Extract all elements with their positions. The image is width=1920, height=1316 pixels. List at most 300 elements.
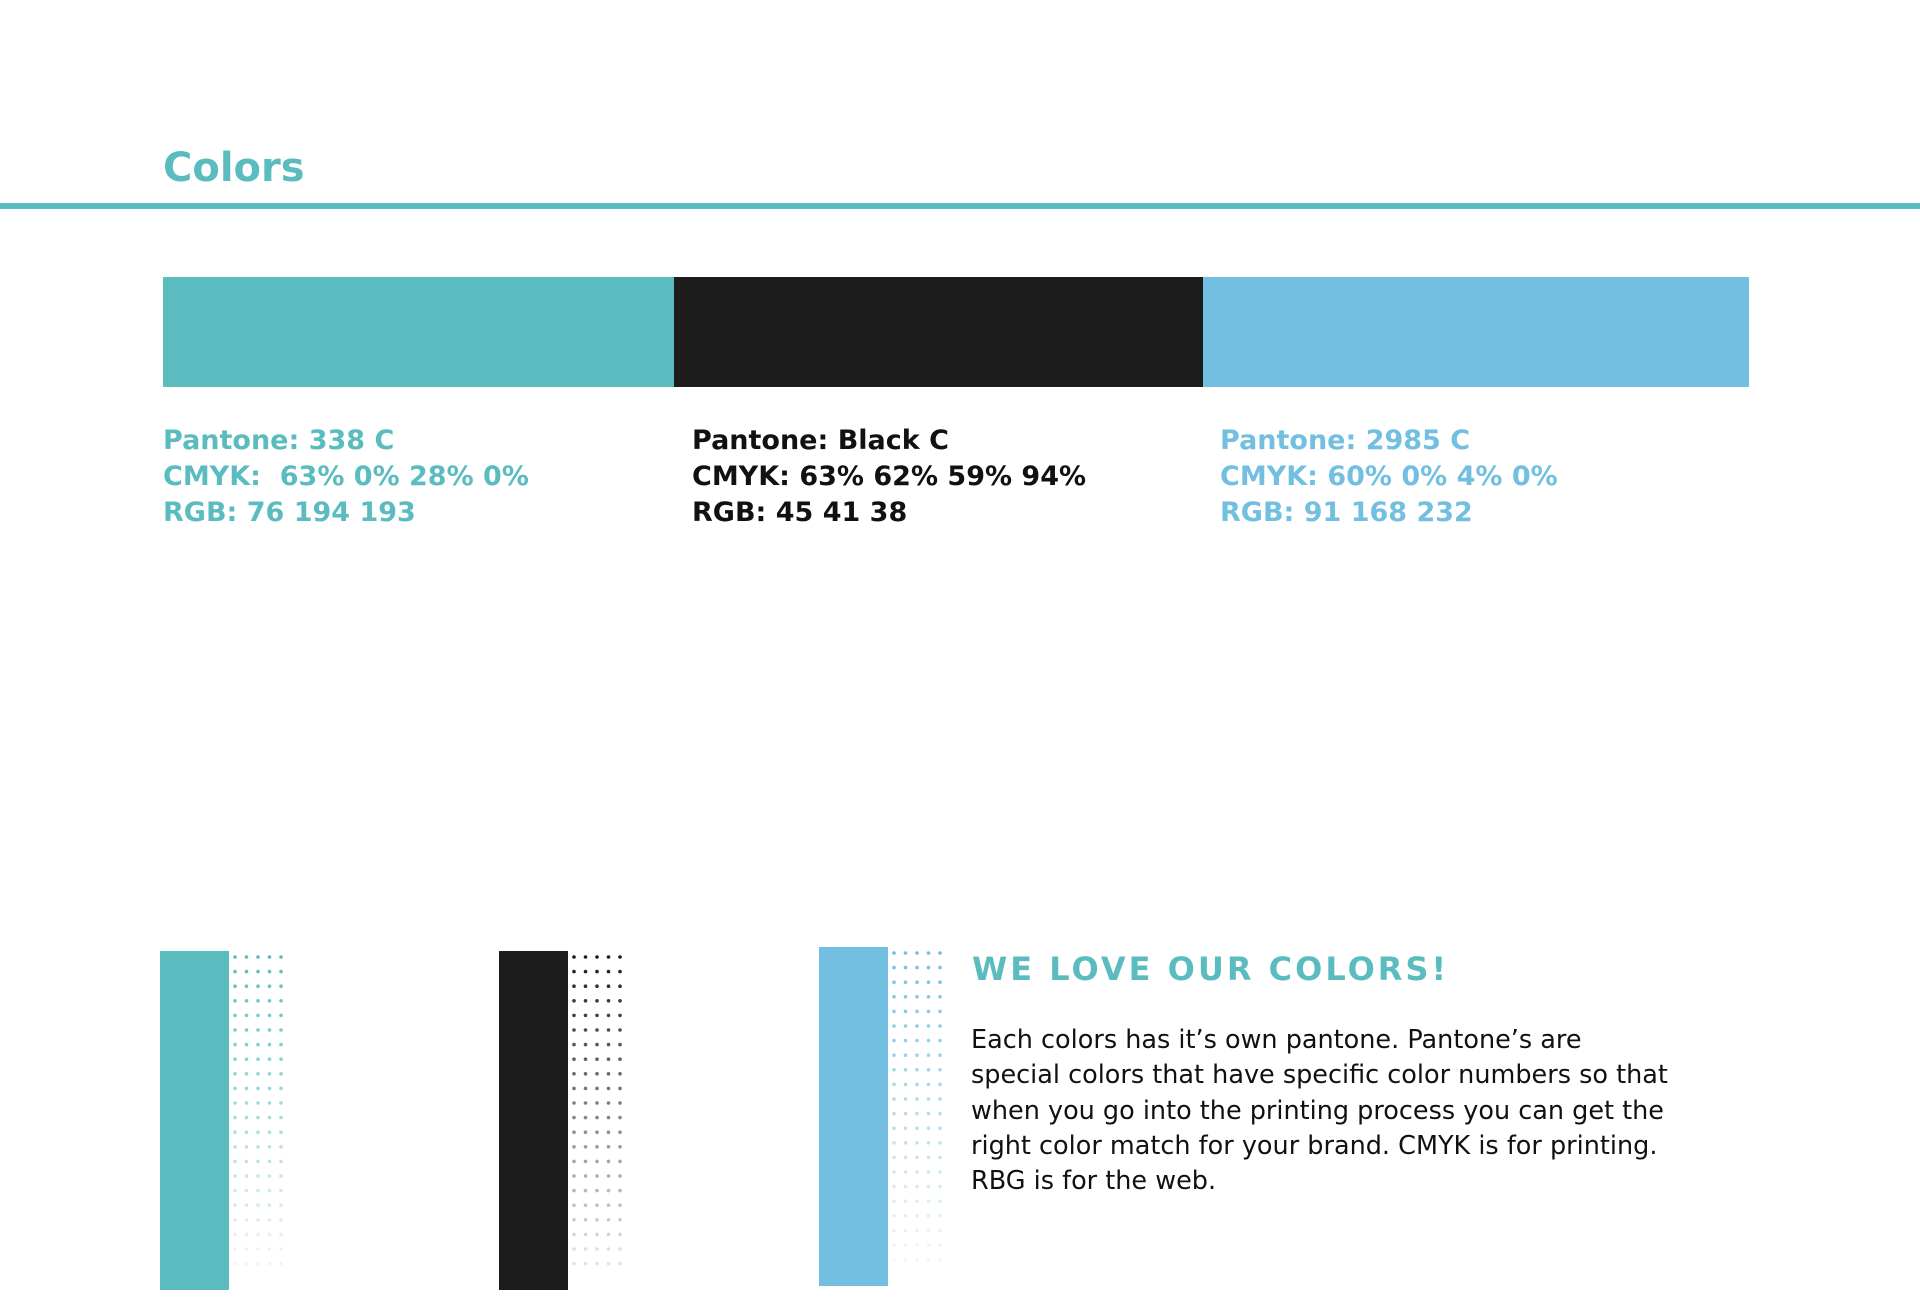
pattern-dot [245, 1057, 249, 1061]
accent-graphic-teal [160, 951, 285, 1290]
pattern-dot [892, 980, 896, 984]
pattern-dot [607, 1116, 611, 1120]
pattern-dot [268, 1130, 272, 1134]
pattern-dot [279, 1028, 283, 1032]
pattern-dot [938, 1068, 942, 1072]
pattern-dot [892, 1010, 896, 1014]
pattern-dot [268, 1145, 272, 1149]
pattern-dot [233, 1116, 237, 1120]
pattern-dot [233, 1174, 237, 1178]
page-title: Colors [163, 145, 305, 191]
pattern-dot [279, 1145, 283, 1149]
pattern-dot [607, 1043, 611, 1047]
pattern-dot [927, 1199, 931, 1203]
pattern-dot [892, 1199, 896, 1203]
pattern-dot [892, 1053, 896, 1057]
pattern-dot [915, 995, 919, 999]
pattern-dot [245, 1028, 249, 1032]
pattern-dot [915, 951, 919, 955]
rgb-value: RGB: 76 194 193 [163, 497, 416, 528]
pattern-dot [268, 1014, 272, 1018]
pattern-dot [892, 966, 896, 970]
pattern-dot [915, 1229, 919, 1233]
pattern-dot [256, 1014, 260, 1018]
pattern-dot [595, 955, 599, 959]
accent-graphic-black [499, 951, 624, 1290]
pattern-dot [915, 1141, 919, 1145]
pattern-dot [607, 1247, 611, 1251]
pattern-dot [927, 1258, 931, 1262]
pattern-dot [607, 1028, 611, 1032]
pantone-value: Pantone: Black C [692, 425, 949, 456]
pattern-dot [892, 1185, 896, 1189]
pattern-dot [268, 1072, 272, 1076]
pattern-dot [584, 1247, 588, 1251]
pattern-dot [904, 1258, 908, 1262]
pattern-dot [618, 1218, 622, 1222]
pattern-dot [279, 1130, 283, 1134]
pattern-dot [245, 1101, 249, 1105]
pattern-dot [904, 1010, 908, 1014]
pattern-dot [572, 1101, 576, 1105]
pattern-dot [927, 1185, 931, 1189]
pattern-dot [892, 1068, 896, 1072]
pattern-dot [256, 1087, 260, 1091]
pattern-dot [595, 1101, 599, 1105]
pattern-dot [595, 1233, 599, 1237]
pattern-dot [279, 970, 283, 974]
pattern-dot [618, 1087, 622, 1091]
pattern-dot [595, 1043, 599, 1047]
pattern-dot [595, 1247, 599, 1251]
pantone-value: Pantone: 2985 C [1220, 425, 1471, 456]
pattern-dot [892, 1112, 896, 1116]
pattern-dot [904, 1068, 908, 1072]
pattern-dot [618, 955, 622, 959]
pattern-dot [618, 1057, 622, 1061]
callout-body-line: special colors that have specific color numbers so that [971, 1060, 1668, 1091]
pattern-dot [256, 1203, 260, 1207]
pantone-value: Pantone: 338 C [163, 425, 395, 456]
pattern-dot [279, 1247, 283, 1251]
pattern-dot [618, 1247, 622, 1251]
accent-bar [819, 947, 888, 1286]
pattern-dot [938, 1258, 942, 1262]
pattern-dot [584, 970, 588, 974]
pattern-dot [572, 1087, 576, 1091]
pattern-dot [595, 999, 599, 1003]
pattern-dot [268, 1247, 272, 1251]
pattern-dot [927, 1112, 931, 1116]
pattern-dot [915, 1199, 919, 1203]
pattern-dot [245, 1174, 249, 1178]
pattern-dot [245, 999, 249, 1003]
pattern-dot [927, 1126, 931, 1130]
pattern-dot [584, 999, 588, 1003]
pattern-dot [572, 955, 576, 959]
pattern-dot [607, 1072, 611, 1076]
rgb-value: RGB: 91 168 232 [1220, 497, 1473, 528]
pattern-dot [584, 1130, 588, 1134]
pattern-dot [245, 1233, 249, 1237]
pattern-dot [927, 1039, 931, 1043]
pattern-dot [618, 1174, 622, 1178]
pattern-dot [927, 966, 931, 970]
pattern-dot [595, 1262, 599, 1266]
pattern-dot [584, 1057, 588, 1061]
pattern-dot [595, 1087, 599, 1091]
pattern-dot [595, 970, 599, 974]
pattern-dot [572, 1262, 576, 1266]
pattern-dot [268, 1262, 272, 1266]
pattern-dot [256, 1145, 260, 1149]
pattern-dot [892, 1039, 896, 1043]
pattern-dot [268, 1116, 272, 1120]
pattern-dot [256, 1130, 260, 1134]
pattern-dot [927, 1156, 931, 1160]
pattern-dot [927, 995, 931, 999]
pattern-dot [904, 1199, 908, 1203]
pattern-dot [256, 984, 260, 988]
pattern-dot [595, 1072, 599, 1076]
pattern-dot [233, 1160, 237, 1164]
pattern-dot [904, 1141, 908, 1145]
pattern-dot [279, 1262, 283, 1266]
pattern-dot [572, 1203, 576, 1207]
pattern-dot [256, 999, 260, 1003]
pattern-dot [256, 1189, 260, 1193]
pattern-dot [256, 1218, 260, 1222]
pattern-dot [938, 951, 942, 955]
pattern-dot [618, 1262, 622, 1266]
pattern-dot [618, 970, 622, 974]
pattern-dot [245, 1043, 249, 1047]
pattern-dot [572, 984, 576, 988]
pattern-dot [927, 980, 931, 984]
pattern-dot [256, 1101, 260, 1105]
pattern-dot [233, 1247, 237, 1251]
pattern-dot [245, 1145, 249, 1149]
pattern-dot [268, 1174, 272, 1178]
pattern-dot [233, 1087, 237, 1091]
pattern-dot [584, 1262, 588, 1266]
pattern-dot [595, 1057, 599, 1061]
color-spec-black [692, 423, 1086, 531]
pattern-dot [892, 995, 896, 999]
pattern-dot [233, 1101, 237, 1105]
pattern-dot [245, 955, 249, 959]
pattern-dot [256, 970, 260, 974]
pattern-dot [233, 1203, 237, 1207]
pattern-dot [892, 1024, 896, 1028]
pattern-dot [584, 1203, 588, 1207]
pattern-dot [584, 1145, 588, 1149]
pattern-dot [607, 1262, 611, 1266]
pattern-dot [618, 1130, 622, 1134]
pattern-dot [927, 1214, 931, 1218]
pattern-dot [584, 1101, 588, 1105]
pattern-dot [915, 1170, 919, 1174]
pattern-dot [595, 1189, 599, 1193]
pattern-dot [915, 1010, 919, 1014]
pattern-dot [938, 1097, 942, 1101]
pattern-dot [595, 1218, 599, 1222]
pattern-dot [572, 1116, 576, 1120]
pattern-dot [595, 1174, 599, 1178]
pattern-dot [245, 1218, 249, 1222]
pattern-dot [279, 955, 283, 959]
pattern-dot [256, 1233, 260, 1237]
pattern-dot [927, 1141, 931, 1145]
pattern-dot [268, 970, 272, 974]
pattern-dot [618, 984, 622, 988]
dot-gradient-pattern [230, 951, 285, 1290]
pattern-dot [927, 1170, 931, 1174]
pattern-dot [584, 1233, 588, 1237]
pattern-dot [938, 966, 942, 970]
pattern-dot [938, 1024, 942, 1028]
accent-bar [160, 951, 229, 1290]
pattern-dot [279, 1014, 283, 1018]
pattern-dot [595, 1130, 599, 1134]
pattern-dot [927, 951, 931, 955]
pattern-dot [938, 1039, 942, 1043]
pattern-dot [915, 966, 919, 970]
pattern-dot [256, 1057, 260, 1061]
pattern-dot [915, 1053, 919, 1057]
pattern-dot [607, 1145, 611, 1149]
pattern-dot [584, 1174, 588, 1178]
cmyk-value: CMYK: 63% 0% 28% 0% [163, 461, 529, 492]
pattern-dot [279, 1043, 283, 1047]
pattern-dot [279, 1174, 283, 1178]
pattern-dot [256, 955, 260, 959]
pattern-dot [268, 1233, 272, 1237]
pattern-dot [607, 1174, 611, 1178]
pattern-dot [279, 1189, 283, 1193]
pattern-dot [904, 1053, 908, 1057]
pattern-dot [607, 1218, 611, 1222]
pattern-dot [607, 1057, 611, 1061]
pattern-dot [268, 1043, 272, 1047]
pattern-dot [245, 1014, 249, 1018]
pattern-dot [233, 1262, 237, 1266]
pattern-dot [904, 1024, 908, 1028]
pattern-dot [904, 951, 908, 955]
pattern-dot [268, 999, 272, 1003]
pattern-dot [915, 1083, 919, 1087]
pattern-dot [915, 1097, 919, 1101]
pattern-dot [584, 1072, 588, 1076]
pattern-dot [279, 1057, 283, 1061]
color-swatch-black [674, 277, 1203, 387]
color-spec-blue [1220, 423, 1558, 531]
pattern-dot [618, 1145, 622, 1149]
pattern-dot [233, 1233, 237, 1237]
pattern-dot [233, 984, 237, 988]
callout-heading: WE LOVE OUR COLORS! [972, 950, 1450, 988]
pattern-dot [572, 1218, 576, 1222]
pattern-dot [595, 1014, 599, 1018]
pattern-dot [572, 1145, 576, 1149]
pattern-dot [904, 1229, 908, 1233]
pattern-dot [938, 980, 942, 984]
pattern-dot [233, 1014, 237, 1018]
callout-body-line: Each colors has it’s own pantone. Pantone’s are [971, 1025, 1582, 1055]
pattern-dot [595, 984, 599, 988]
pattern-dot [904, 1214, 908, 1218]
pattern-dot [268, 1028, 272, 1032]
pattern-dot [256, 1247, 260, 1251]
pattern-dot [607, 1233, 611, 1237]
pattern-dot [233, 1189, 237, 1193]
pattern-dot [938, 1170, 942, 1174]
color-swatch-teal [163, 277, 674, 387]
cmyk-value: CMYK: 63% 62% 59% 94% [692, 461, 1087, 492]
pattern-dot [618, 1028, 622, 1032]
pattern-dot [892, 1126, 896, 1130]
pattern-dot [584, 1087, 588, 1091]
pattern-dot [595, 1203, 599, 1207]
pattern-dot [268, 1203, 272, 1207]
color-spec-teal [163, 423, 529, 531]
pattern-dot [268, 984, 272, 988]
pattern-dot [618, 1203, 622, 1207]
pattern-dot [233, 1028, 237, 1032]
pattern-dot [938, 1229, 942, 1233]
pattern-dot [245, 970, 249, 974]
pattern-dot [927, 1097, 931, 1101]
pattern-dot [915, 1243, 919, 1247]
pattern-dot [892, 1243, 896, 1247]
pattern-dot [915, 1112, 919, 1116]
pattern-dot [915, 1258, 919, 1262]
pattern-dot [572, 1233, 576, 1237]
pattern-dot [607, 955, 611, 959]
pattern-dot [607, 1130, 611, 1134]
pattern-dot [233, 1072, 237, 1076]
pattern-dot [607, 1189, 611, 1193]
pattern-dot [904, 1185, 908, 1189]
pattern-dot [268, 1218, 272, 1222]
pattern-dot [279, 1087, 283, 1091]
pattern-dot [572, 1043, 576, 1047]
pattern-dot [279, 1101, 283, 1105]
pattern-dot [584, 984, 588, 988]
pattern-dot [915, 1068, 919, 1072]
title-divider [0, 203, 1920, 209]
callout-body-line: right color match for your brand. CMYK is for printing. [971, 1130, 1658, 1161]
pattern-dot [279, 1218, 283, 1222]
pattern-dot [618, 1233, 622, 1237]
pattern-dot [584, 1043, 588, 1047]
pattern-dot [938, 1053, 942, 1057]
color-swatch-blue [1203, 277, 1749, 387]
pattern-dot [904, 1039, 908, 1043]
pattern-dot [572, 999, 576, 1003]
pattern-dot [584, 1218, 588, 1222]
pattern-dot [245, 1247, 249, 1251]
pattern-dot [572, 1014, 576, 1018]
pattern-dot [268, 1087, 272, 1091]
pattern-dot [892, 1141, 896, 1145]
pattern-dot [904, 1083, 908, 1087]
pattern-dot [915, 1214, 919, 1218]
pattern-dot [233, 1145, 237, 1149]
pattern-dot [245, 1087, 249, 1091]
pattern-dot [595, 1160, 599, 1164]
pattern-dot [572, 1247, 576, 1251]
pattern-dot [268, 1160, 272, 1164]
pattern-dot [584, 1028, 588, 1032]
pattern-dot [245, 1189, 249, 1193]
accent-graphic-blue [819, 947, 944, 1286]
pattern-dot [233, 1043, 237, 1047]
pattern-dot [618, 1160, 622, 1164]
pattern-dot [927, 1024, 931, 1028]
callout-body-line: when you go into the printing process you can get the [971, 1095, 1664, 1126]
pattern-dot [607, 1160, 611, 1164]
pattern-dot [915, 1185, 919, 1189]
pattern-dot [892, 1214, 896, 1218]
pattern-dot [245, 984, 249, 988]
pattern-dot [233, 970, 237, 974]
pattern-dot [584, 1189, 588, 1193]
pattern-dot [927, 1083, 931, 1087]
pattern-dot [279, 1233, 283, 1237]
pattern-dot [618, 1116, 622, 1120]
pattern-dot [904, 966, 908, 970]
pattern-dot [245, 1203, 249, 1207]
pattern-dot [572, 1028, 576, 1032]
pattern-dot [607, 1014, 611, 1018]
pattern-dot [927, 1053, 931, 1057]
pattern-dot [256, 1043, 260, 1047]
pattern-dot [904, 995, 908, 999]
pattern-dot [245, 1130, 249, 1134]
pattern-dot [892, 1229, 896, 1233]
pattern-dot [927, 1010, 931, 1014]
pattern-dot [233, 1218, 237, 1222]
pattern-dot [572, 1189, 576, 1193]
pattern-dot [607, 1087, 611, 1091]
pattern-dot [584, 1014, 588, 1018]
pattern-dot [607, 984, 611, 988]
pattern-dot [915, 1126, 919, 1130]
pattern-dot [904, 1156, 908, 1160]
pattern-dot [233, 955, 237, 959]
rgb-value: RGB: 45 41 38 [692, 497, 908, 528]
pattern-dot [279, 999, 283, 1003]
pattern-dot [572, 1072, 576, 1076]
pattern-dot [892, 1083, 896, 1087]
pattern-dot [572, 1174, 576, 1178]
pattern-dot [572, 1160, 576, 1164]
pattern-dot [915, 1024, 919, 1028]
pattern-dot [245, 1262, 249, 1266]
pattern-dot [607, 970, 611, 974]
pattern-dot [927, 1243, 931, 1247]
pattern-dot [892, 1170, 896, 1174]
pattern-dot [904, 1126, 908, 1130]
pattern-dot [572, 1057, 576, 1061]
pattern-dot [256, 1072, 260, 1076]
pattern-dot [938, 1243, 942, 1247]
pattern-dot [233, 1057, 237, 1061]
pattern-dot [233, 1130, 237, 1134]
pattern-dot [256, 1116, 260, 1120]
pattern-dot [572, 1130, 576, 1134]
